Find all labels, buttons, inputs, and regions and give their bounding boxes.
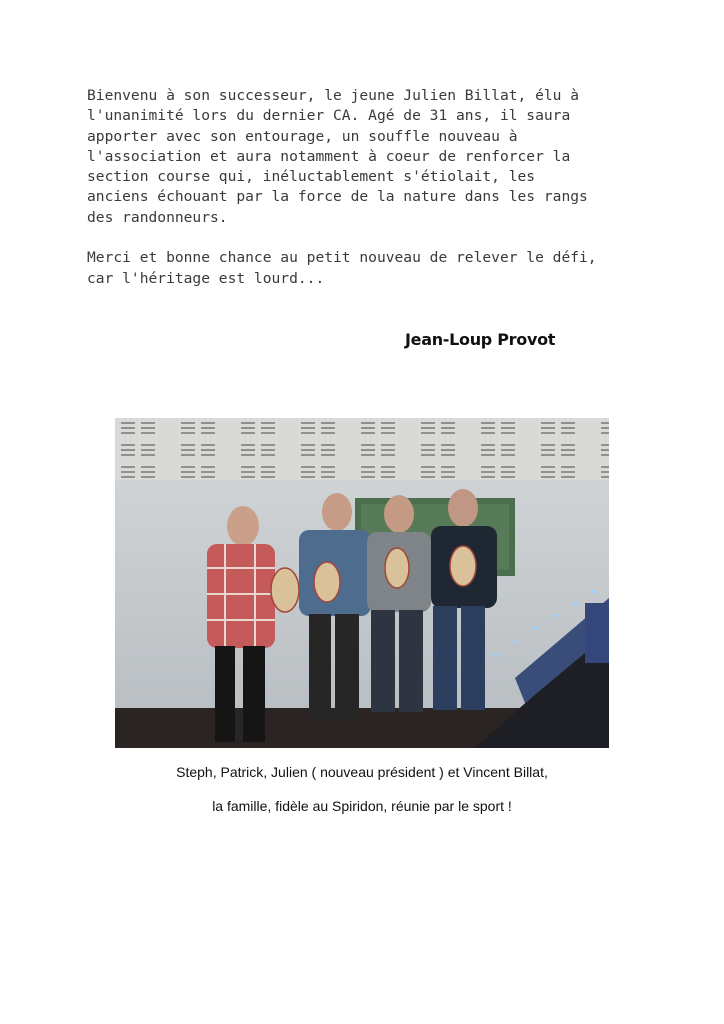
- paragraph-1: Bienvenu à son successeur, le jeune Julien Billat, élu à l'unanimité lors du dernier CA. Agé de 31 ans, il saura apporter avec son entourage, un souffle nouveau à l'association et aura notamment à coeur de renforcer la section course qui, inéluctablement s'étiolait, les anciens échouant par la force de la nature dans les rangs des randonneurs.: [87, 87, 588, 226]
- photo-caption-line-1: Steph, Patrick, Julien ( nouveau président ) et Vincent Billat,: [176, 764, 548, 780]
- paragraph-2: Merci et bonne chance au petit nouveau de relever le défi, car l'héritage est lourd...: [87, 249, 597, 287]
- group-photo: [115, 418, 609, 748]
- article-body: [87, 86, 657, 289]
- author-signature: Jean-Loup Provot: [405, 330, 556, 349]
- photo-caption-line-2: la famille, fidèle au Spiridon, réunie par le sport !: [212, 798, 512, 814]
